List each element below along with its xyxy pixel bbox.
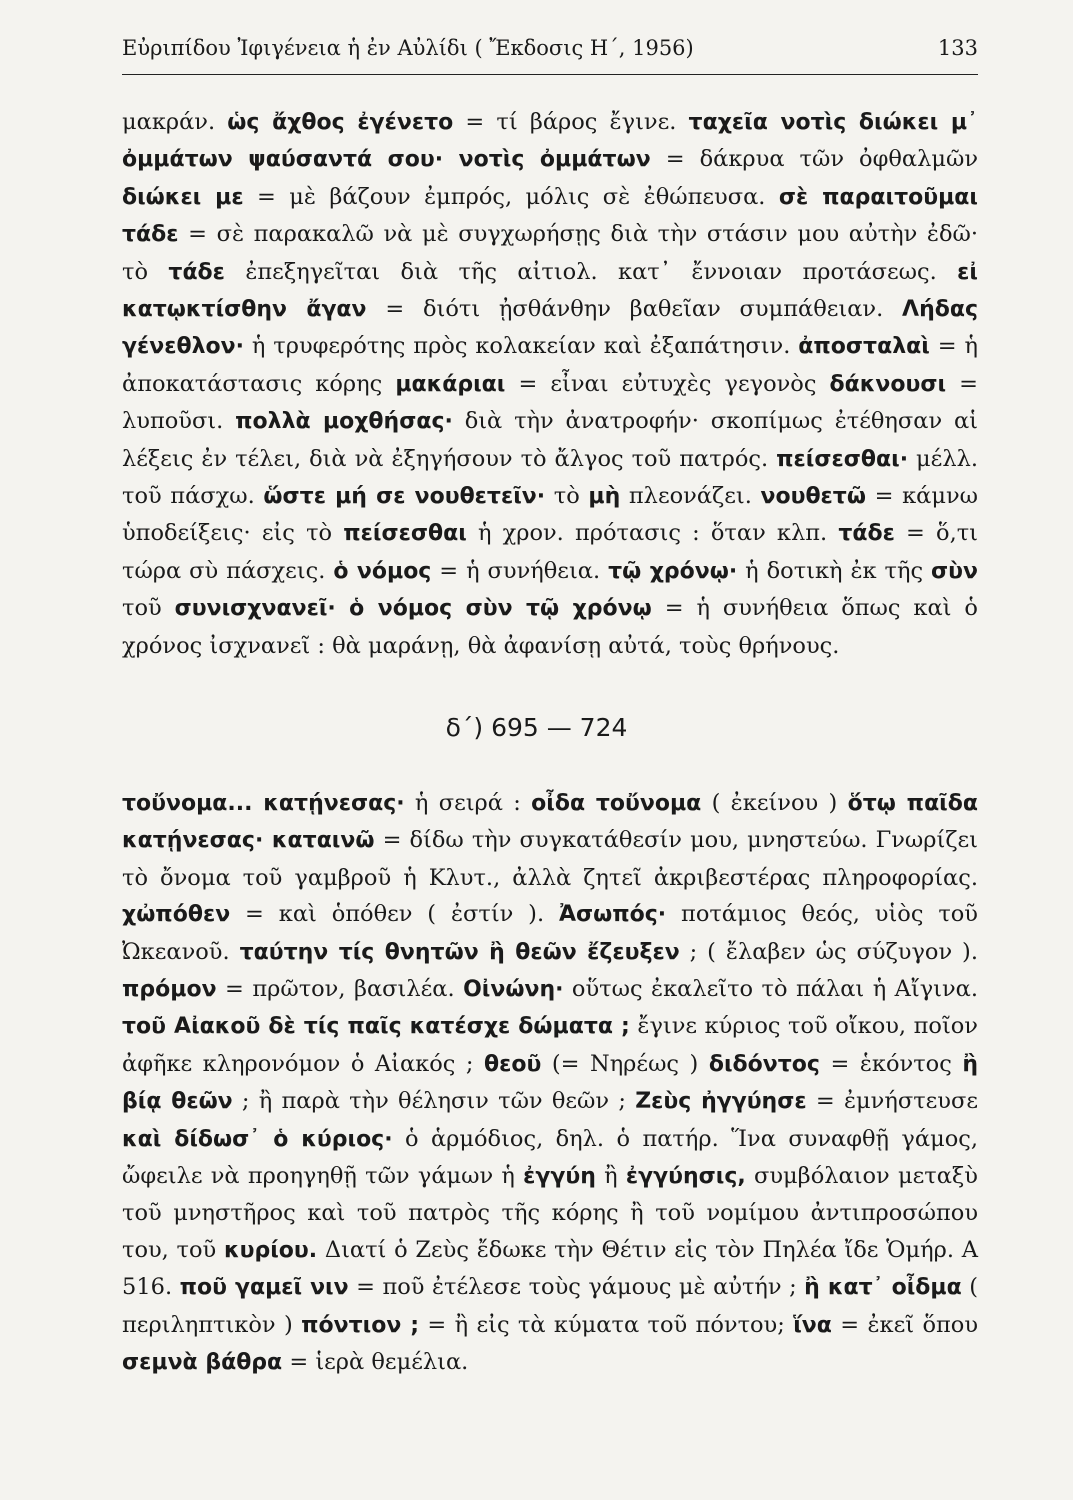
- text-run: ἡ τρυφερότης πρὸς κολακείαν καὶ ἐξαπάτησιν.: [243, 333, 799, 360]
- lemma: Ἀσωπός·: [558, 902, 667, 928]
- lemma: ὡς ἄχθος ἐγένετο: [227, 110, 454, 135]
- text-run: = ἱερὰ θεμέλια.: [282, 1349, 469, 1376]
- lemma: σὺν: [931, 558, 979, 584]
- lemma: ποῦ γαμεῖ νιν: [179, 1275, 349, 1301]
- lemma: διώκει με: [122, 184, 244, 210]
- lemma: ἀποσταλαὶ: [798, 334, 930, 360]
- lemma: καὶ δίδωσ᾽ ὁ κύριος·: [122, 1126, 393, 1152]
- lemma: ὁ νόμος: [333, 558, 432, 584]
- lemma: ἢ κατ᾽ οἶδμα: [804, 1275, 962, 1301]
- lemma: πολλὰ μοχθήσας·: [235, 409, 453, 435]
- lemma: χὠπόθεν: [122, 902, 231, 928]
- text-run: ( ἐκείνου ): [701, 790, 848, 816]
- lemma: σεμνὰ βάθρα: [122, 1350, 283, 1376]
- lemma: πόντιον ;: [301, 1312, 420, 1338]
- text-run: διὰ τὴν ἀνατροφήν· σκοπίμως ἐτέθησαν αἱ λέξεις ἐν τέλει, διὰ νὰ ἐξηγήσουν τὸ ἄλγος τοῦ πατρός.: [122, 408, 978, 472]
- text-run: ἐπεξηγεῖται διὰ τῆς αἰτιολ. κατ᾽ ἔννοιαν προτάσεως.: [224, 258, 958, 285]
- text-run: = δίδω τὴν συγκατάθεσίν μου, μνηστεύω. Γνωρίζει τὸ ὄνομα τοῦ γαμβροῦ ἡ Κλυτ., ἀλλὰ ζητεῖ ἀκριβεστέρας πληροφορίας.: [122, 827, 979, 891]
- header-title: Εὐριπίδου Ἰφιγένεια ἡ ἐν Αὐλίδι ( Ἔκδοσις Η΄, 1956): [122, 36, 694, 60]
- text-run: συμβόλαιον μεταξὺ τοῦ μνηστῆρος καὶ τοῦ πατρὸς τῆς κόρης ἢ τοῦ νομίμου ἀντιπροσώπου του, τοῦ: [122, 1163, 978, 1263]
- text-run: = δάκρυα τῶν ὀφθαλμῶν: [650, 146, 978, 173]
- lemma: μακάριαι: [395, 371, 506, 397]
- lemma: ἵνα: [793, 1312, 832, 1338]
- page-number: 133: [937, 36, 978, 60]
- text-run: Διατί ὁ Ζεὺς ἔδωκε τὴν Θέτιν εἰς τὸν Πηλέα ἴδε Ὁμήρ. Α 516.: [122, 1236, 978, 1301]
- lemma: ἐγγύησις,: [625, 1164, 746, 1190]
- text-run: = ἐμνήστευσε: [806, 1088, 978, 1115]
- commentary-paragraph-2: [122, 785, 978, 1382]
- lemma: πείσεσθαι: [343, 521, 467, 547]
- lemma: οἶδα τοὔνομα: [531, 791, 702, 816]
- lemma: Οἰνώνη·: [463, 977, 564, 1003]
- section-heading: δ΄) 695 — 724: [445, 713, 628, 742]
- lemma: ταχεῖα νοτὶς διώκει μ᾽ ὀμμάτων ψαύσαντά σου· νοτὶς ὀμμάτων: [122, 110, 979, 173]
- text-run: ἡ χρον. πρότασις : ὅταν κλπ.: [466, 520, 839, 547]
- text-run: = ὅ,τι τώρα σὺ πάσχεις.: [122, 520, 979, 584]
- lemma: θεοῦ: [484, 1051, 542, 1077]
- lemma: διδόντος: [708, 1051, 820, 1077]
- text-run: = ἢ εἰς τὰ κύματα τοῦ πόντου;: [419, 1311, 794, 1338]
- text-run: ἡ σειρά :: [404, 790, 532, 816]
- text-run: = λυποῦσι.: [122, 370, 979, 435]
- lemma: τῷ χρόνῳ·: [608, 558, 738, 584]
- text-run: = διότι ᾐσθάνθην βαθεῖαν συμπάθειαν.: [366, 296, 903, 323]
- text-run: ; ἢ παρὰ τὴν θέλησιν τῶν θεῶν ;: [232, 1088, 636, 1115]
- text-run: = ἑκόντος: [819, 1050, 963, 1077]
- commentary-paragraph-1: [122, 104, 978, 664]
- lemma: εἰ κατῳκτίσθην ἄγαν: [122, 259, 978, 323]
- text-run: = εἶναι εὐτυχὲς γεγονὸς: [505, 370, 830, 397]
- running-header: [122, 34, 978, 75]
- text-run: = κάμνω ὑποδείξεις· εἰς τὸ: [122, 483, 978, 547]
- lemma: μὴ: [588, 484, 621, 510]
- text-run: οὕτως ἐκαλεῖτο τὸ πάλαι ἡ Αἴγινα.: [563, 976, 978, 1003]
- text-run: = πρῶτον, βασιλέα.: [216, 976, 464, 1003]
- lemma: Λήδας γένεθλον·: [122, 297, 979, 360]
- text-run: (= Νηρέως ): [541, 1050, 709, 1077]
- text-run: = σὲ παρακαλῶ νὰ μὲ συγχωρήσῃς διὰ τὴν στάσιν μου αὐτὴν ἐδῶ· τὸ: [122, 221, 978, 285]
- lemma: συνισχνανεῖ· ὁ νόμος σὺν τῷ χρόνῳ: [174, 596, 652, 622]
- lemma: πείσεσθαι·: [776, 446, 909, 472]
- text-run: ; ( ἔλαβεν ὡς σύζυγον ).: [679, 938, 978, 965]
- lemma: ἐγγύη: [523, 1164, 596, 1190]
- lemma: ταύτην τίς θνητῶν ἢ θεῶν ἔζευξεν: [239, 939, 680, 965]
- text-run: ἢ: [595, 1163, 626, 1190]
- text-run: = τί βάρος ἔγινε.: [453, 109, 689, 135]
- text-run: = μὲ βάζουν ἐμπρός, μόλις σὲ ἐθώπευσα.: [243, 183, 779, 210]
- text-run: = ποῦ ἐτέλεσε τοὺς γάμους μὲ αὐτήν ;: [348, 1274, 805, 1301]
- text-run: = καὶ ὁπόθεν ( ἐστίν ).: [230, 901, 559, 928]
- text-run: ἡ δοτικὴ ἐκ τῆς: [737, 557, 932, 584]
- lemma: δάκνουσι: [829, 371, 947, 397]
- lemma: τοὔνομα... κατῄνεσας·: [122, 791, 405, 816]
- lemma: πρόμον: [122, 977, 217, 1003]
- lemma: Ζεὺς ἠγγύησε: [635, 1089, 807, 1115]
- lemma: νουθετῶ: [760, 484, 866, 510]
- lemma: ὅτῳ παῖδα κατῄνεσας· καταινῶ: [122, 791, 978, 854]
- lemma: τάδε: [168, 259, 225, 285]
- lemma: κυρίου.: [223, 1237, 318, 1263]
- text-run: = ἡ συνήθεια.: [431, 557, 609, 584]
- text-run: τοῦ: [122, 595, 175, 622]
- text-run: = ἡ ἀποκατάστασις κόρης: [122, 333, 978, 397]
- text-run: μακράν.: [122, 109, 228, 135]
- lemma: ἢ βίᾳ θεῶν: [122, 1051, 978, 1115]
- text-run: = ἐκεῖ ὅπου: [831, 1311, 979, 1338]
- lemma: τάδε: [838, 521, 895, 547]
- text-run: ( περιληπτικὸν ): [122, 1274, 979, 1338]
- text-run: ἔγινε κύριος τοῦ οἴκου, ποῖον ἀφῆκε κληρονόμον ὁ Αἰακός ;: [122, 1013, 978, 1077]
- lemma: σὲ παραιτοῦμαι τάδε: [122, 184, 978, 248]
- text-run: ποτάμιος θεός, υἱὸς τοῦ Ὠκεανοῦ.: [122, 901, 978, 965]
- text-run: μέλλ. τοῦ πάσχω.: [122, 445, 978, 510]
- text-run: πλεονάζει.: [620, 483, 761, 510]
- text-run: ὁ ἁρμόδιος, δηλ. ὁ πατήρ. Ἵνα συναφθῇ γάμος, ὤφειλε νὰ προηγηθῇ τῶν γάμων ἡ: [122, 1125, 978, 1190]
- lemma: τοῦ Αἰακοῦ δὲ τίς παῖς κατέσχε δώματα ;: [122, 1014, 630, 1040]
- text-run: = ἡ συνήθεια ὅπως καὶ ὁ χρόνος ἰσχνανεῖ : θὰ μαράνῃ, θὰ ἀφανίσῃ αὐτά, τοὺς θρήνους.: [122, 595, 978, 659]
- lemma: ὥστε μή σε νουθετεῖν·: [263, 484, 546, 510]
- text-run: τὸ: [545, 483, 589, 510]
